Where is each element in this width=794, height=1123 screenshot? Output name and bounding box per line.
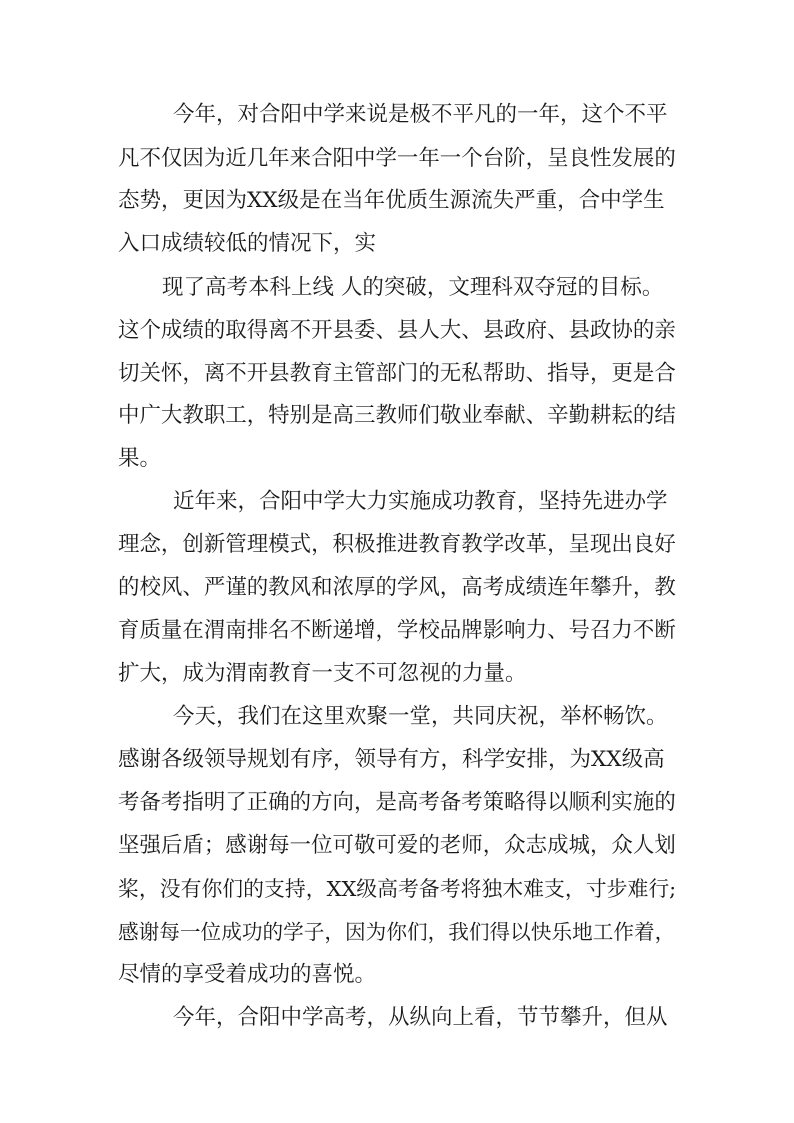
text-line: 果。	[118, 446, 162, 471]
text-line: 育质量在渭南排名不断递增，学校品牌影响力、号召力不断	[118, 618, 676, 643]
text-line: 今天，我们在这里欢聚一堂，共同庆祝，举杯畅饮。	[173, 704, 668, 729]
text-line: 尽情的享受着成功的喜悦。	[118, 962, 377, 987]
text-line: 感谢各级领导规划有序，领导有方，科学安排，为XX级高	[118, 747, 665, 772]
text-line: 态势，更因为XX级是在当年优质生源流失严重，合中学生	[118, 188, 665, 213]
text-line: 扩大，成为渭南教育一支不可忽视的力量。	[118, 661, 527, 686]
text-line: 近年来，合阳中学大力实施成功教育，坚持先进办学	[173, 489, 668, 514]
text-line: 理念，创新管理模式，积极推进教育教学改革，呈现出良好	[118, 532, 676, 557]
text-line: 中广大教职工，特别是高三教师们敬业奉献、辛勤耕耘的结	[118, 403, 676, 428]
text-line: 感谢每一位成功的学子，因为你们，我们得以快乐地工作着，	[118, 920, 676, 944]
text-line: 的校风、严谨的教风和浓厚的学风，高考成绩连年攀升，教	[118, 575, 676, 600]
text-line: 今年，合阳中学高考，从纵向上看，节节攀升，但从	[173, 1005, 668, 1030]
text-line: 这个成绩的取得离不开县委、县人大、县政府、县政协的亲	[118, 318, 676, 343]
text-line: 桨，没有你们的支持，XX级高考备考将独木难支，寸步难行;	[118, 877, 677, 901]
text-line: 凡不仅因为近几年来合阳中学一年一个台阶，呈良性发展的	[118, 146, 676, 171]
text-line: 切关怀，离不开县教育主管部门的无私帮助、指导，更是合	[118, 361, 676, 386]
text-line: 坚强后盾；感谢每一位可敬可爱的老师，众志成城，众人划	[118, 833, 676, 858]
text-line: 考备考指明了正确的方向，是高考备考策略得以顺利实施的	[118, 790, 676, 815]
text-line: 现了高考本科上线 人的突破，文理科双夺冠的目标。	[162, 275, 664, 300]
text-line: 入口成绩较低的情况下，实	[118, 231, 377, 256]
text-line: 今年，对合阳中学来说是极不平凡的一年，这个不平	[173, 102, 668, 127]
